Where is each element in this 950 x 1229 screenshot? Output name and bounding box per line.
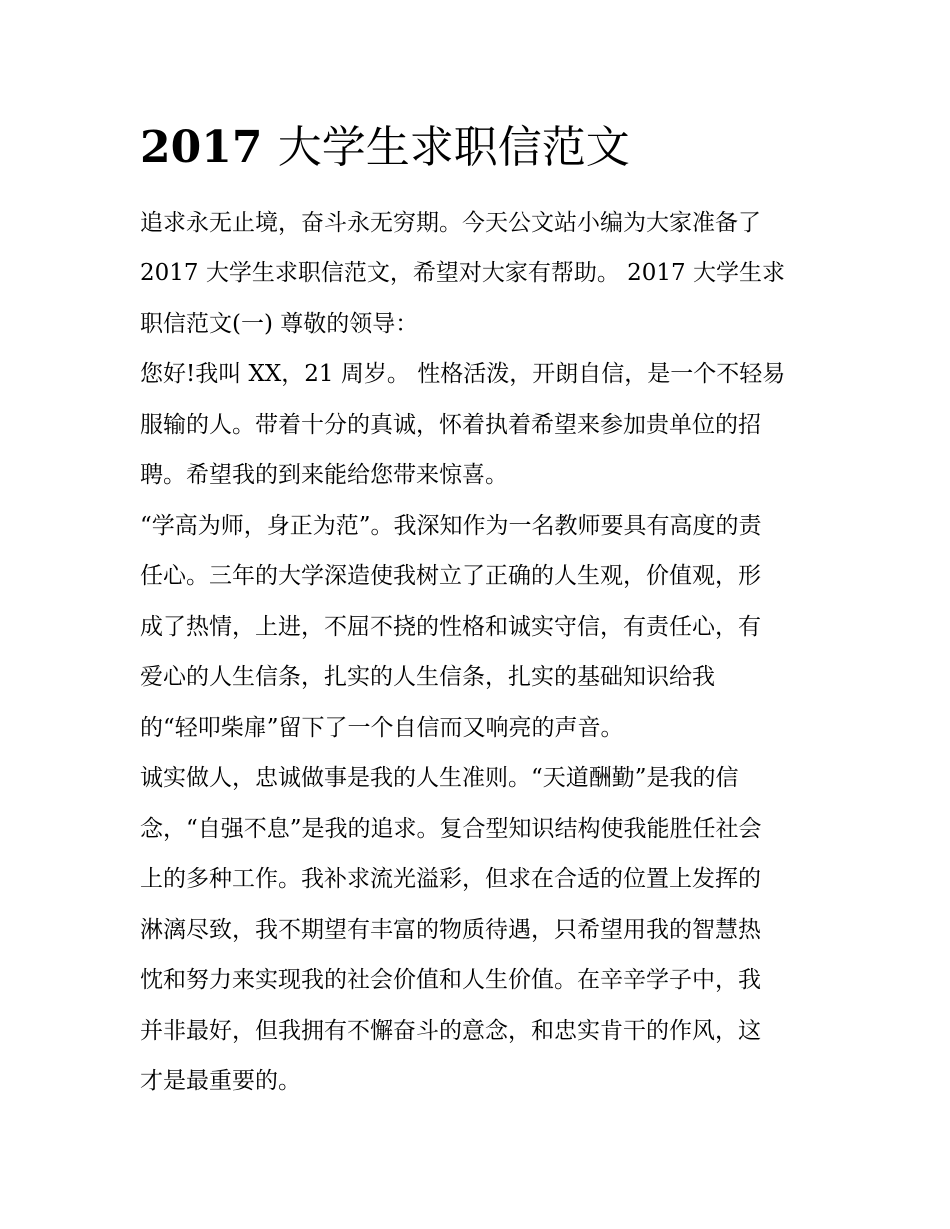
title-year: 2017: [140, 122, 263, 173]
body-line: 并非最好，但我拥有不懈奋斗的意念，和忠实肯干的作风，这: [140, 1018, 761, 1044]
body-line: 服输的人。带着十分的真诚，怀着执着希望来参加贵单位的招: [140, 412, 761, 438]
body-line: 聘。希望我的到来能给您带来惊喜。: [140, 462, 508, 488]
body-line: 诚实做人，忠诚做事是我的人生准则。“天道酬勤”是我的信: [140, 765, 739, 791]
body-line: 2017 大学生求职信范文，希望对大家有帮助。 2017 大学生求: [140, 260, 785, 286]
body-line: 淋漓尽致，我不期望有丰富的物质待遇，只希望用我的智慧热: [140, 917, 761, 943]
title-text: 大学生求职信范文: [277, 122, 630, 173]
body-line: 您好!我叫 XX，21 周岁。 性格活泼，开朗自信，是一个不轻易: [140, 361, 786, 387]
body-line: “学高为师，身正为范”。我深知作为一名教师要具有高度的责: [140, 513, 762, 539]
body-line: 忱和努力来实现我的社会价值和人生价值。在辛辛学子中，我: [140, 967, 761, 993]
body-line: 成了热情，上进，不屈不挠的性格和诚实守信，有责任心，有: [140, 614, 761, 640]
body-line: 才是最重要的。: [140, 1068, 301, 1094]
body-line: 爱心的人生信条，扎实的人生信条，扎实的基础知识给我: [140, 664, 715, 690]
body-line: 任心。三年的大学深造使我树立了正确的人生观，价值观，形: [140, 563, 761, 589]
body-line: 职信范文(一) 尊敬的领导：: [140, 311, 419, 337]
page-title: [140, 118, 630, 178]
body-line: 的“轻叩柴扉”留下了一个自信而又响亮的声音。: [140, 715, 624, 741]
body-line: 念，“自强不息”是我的追求。复合型知识结构使我能胜任社会: [140, 816, 762, 842]
body-line: 上的多种工作。我补求流光溢彩，但求在合适的位置上发挥的: [140, 866, 761, 892]
body-line: 追求永无止境，奋斗永无穷期。今天公文站小编为大家准备了: [140, 210, 761, 236]
